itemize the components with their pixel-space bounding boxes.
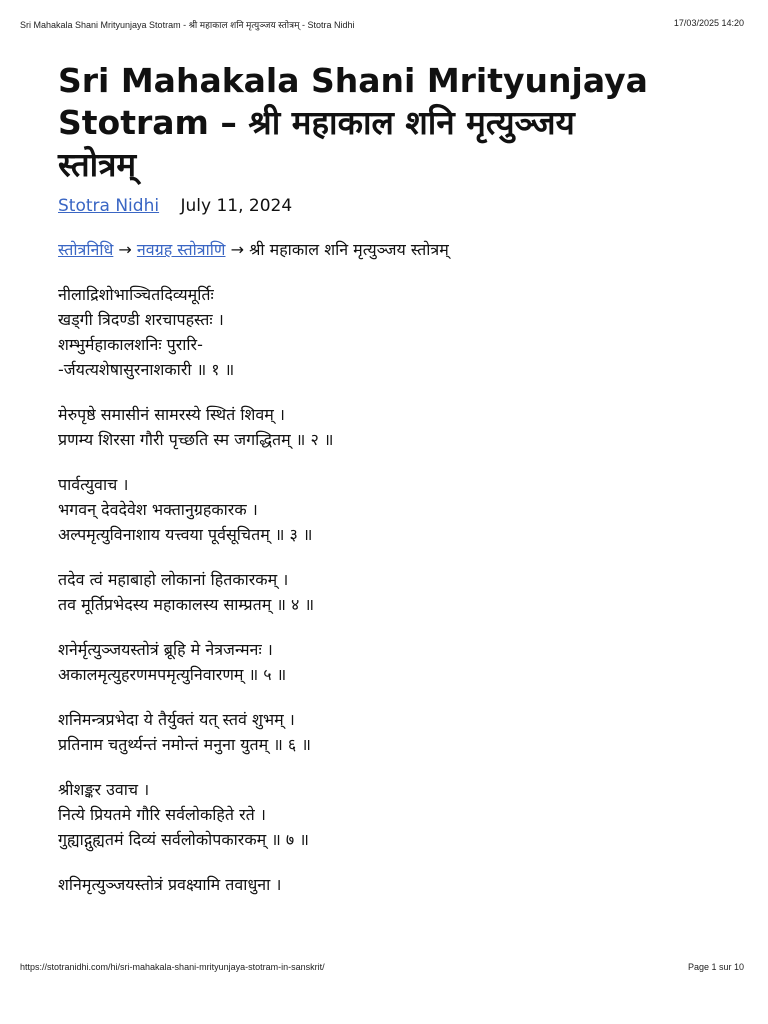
breadcrumb-link-stotranidhi[interactable]: स्तोत्रनिधि [58, 240, 114, 259]
verse-line: गुह्याद्गुह्यतमं दिव्यं सर्वलोकोपकारकम् ॥ ७ ॥ [58, 830, 309, 849]
page-title-line: Sri Mahakala Shani Mrityunjaya [58, 61, 648, 100]
verse-line: मेरुपृष्ठे समासीनं सामरस्ये स्थितं शिवम् । [58, 405, 285, 424]
breadcrumb [58, 238, 728, 262]
verse-line: अल्पमृत्युविनाशाय यत्त्वया पूर्वसूचितम् ॥ ३ ॥ [58, 525, 313, 544]
print-header [20, 18, 744, 31]
verse-line: प्रणम्य शिरसा गौरी पृच्छति स्म जगद्धितम् ॥ २ ॥ [58, 430, 334, 449]
verse-block [58, 872, 728, 897]
breadcrumb-current: श्री महाकाल शनि मृत्युञ्जय स्तोत्रम् [249, 240, 449, 259]
verse-line: -र्जयत्यशेषासुरनाशकारी ॥ १ ॥ [58, 360, 235, 379]
verse-block [58, 637, 728, 687]
verse-line: नित्ये प्रियतमे गौरि सर्वलोकहिते रते । [58, 805, 266, 824]
publish-date: July 11, 2024 [180, 196, 293, 216]
stotram-text [58, 282, 728, 897]
verse-line: तव मूर्तिप्रभेदस्य महाकालस्य साम्प्रतम् ॥ ४ ॥ [58, 595, 315, 614]
verse-line: शनिमृत्युञ्जयस्तोत्रं प्रवक्ष्यामि तवाधुना । [58, 875, 282, 894]
page-title [58, 60, 728, 186]
verse-line: शनेर्मृत्युञ्जयस्तोत्रं ब्रूहि मे नेत्रजन्मनः । [58, 640, 273, 659]
verse-block [58, 282, 728, 382]
author-link[interactable]: Stotra Nidhi [58, 196, 160, 216]
breadcrumb-link-navagraha[interactable]: नवग्रह स्तोत्राणि [136, 240, 226, 259]
print-header-datetime: 17/03/2025 14:20 [673, 18, 744, 28]
verse-line: नीलाद्रिशोभाञ्चितदिव्यमूर्तिः [58, 285, 214, 304]
verse-line: तदेव त्वं महाबाहो लोकानां हितकारकम् । [58, 570, 289, 589]
verse-line: अकालमृत्युहरणमपमृत्युनिवारणम् ॥ ५ ॥ [58, 665, 287, 684]
verse-block [58, 472, 728, 547]
verse-line: भगवन् देवदेवेश भक्तानुग्रहकारक । [58, 500, 258, 519]
verse-block [58, 567, 728, 617]
breadcrumb-separator: → [113, 240, 137, 259]
verse-block [58, 402, 728, 452]
breadcrumb-separator: → [225, 240, 250, 259]
article-meta [58, 194, 728, 218]
verse-line: पार्वत्युवाच । [58, 475, 129, 494]
print-footer [20, 962, 744, 972]
verse-line: शम्भुर्महाकालशनिः पुरारि- [58, 335, 203, 354]
verse-line: शनिमन्त्रप्रभेदा ये तैर्युक्तं यत् स्तवं शुभम् । [58, 710, 295, 729]
verse-line: श्रीशङ्कर उवाच । [58, 780, 150, 799]
article [58, 60, 728, 897]
verse-block [58, 707, 728, 757]
print-footer-url: https://stotranidhi.com/hi/sri-mahakala-shani-mrityunjaya-stotram-in-sanskrit/ [20, 962, 325, 972]
verse-line: प्रतिनाम चतुर्थ्यन्तं नमोन्तं मनुना युतम् ॥ ६ ॥ [58, 735, 311, 754]
page-title-line: Stotram – श्री महाकाल शनि मृत्युञ्जय [58, 103, 575, 142]
page-title-line: स्तोत्रम् [58, 145, 137, 184]
print-header-title: Sri Mahakala Shani Mrityunjaya Stotram - श्री महाकाल शनि मृत्युञ्जय स्तोत्रम् - Stotra Nidhi [20, 20, 355, 30]
print-footer-page: Page 1 sur 10 [687, 962, 744, 972]
verse-block [58, 777, 728, 852]
verse-line: खड्गी त्रिदण्डी शरचापहस्तः । [58, 310, 224, 329]
